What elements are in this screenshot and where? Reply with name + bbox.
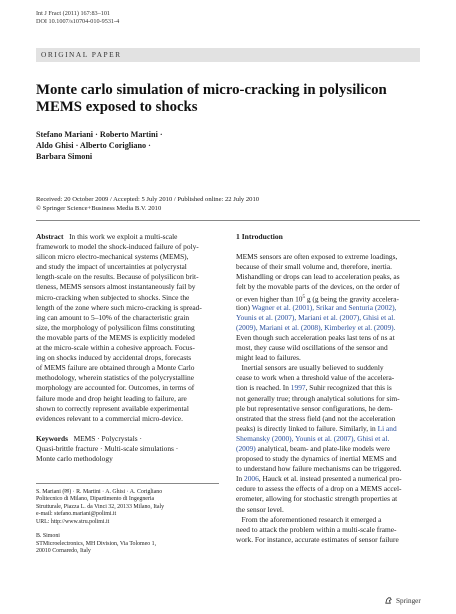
dates-line-1: Received: 20 October 2009 / Accepted: 5 July 2010 / Published online: 22 July 2010 <box>36 196 260 203</box>
abstract-line: of MEMS failure are obtained through a Monte Carlo <box>36 363 195 373</box>
title-line-2: MEMS exposed to shocks <box>36 99 198 115</box>
affiliation-line: B. Simoni <box>36 533 60 540</box>
affiliation-line: Strutturale, Piazza L. da Vinci 32, 20133 Milano, Italy <box>36 503 165 510</box>
keywords-line: Monte carlo methodology <box>36 454 113 464</box>
section-heading-introduction: 1 Introduction <box>236 232 283 241</box>
affiliation-line: 20010 Cornaredo, Italy <box>36 548 91 555</box>
title-line-1: Monte carlo simulation of micro-cracking in polysilicon <box>36 82 387 98</box>
affiliation-line: S. Mariani (✉) · R. Martini · A. Ghisi · A. Corigliano <box>36 489 163 495</box>
keywords <box>36 434 219 464</box>
text-line: work. For instance, accurate estimates of sensor failure <box>236 534 399 544</box>
footnote-divider <box>36 483 219 484</box>
citation-link[interactable]: 2006 <box>244 474 259 484</box>
citation-link[interactable]: Ghisi et al. <box>357 433 390 443</box>
exponent: 5 <box>302 294 305 300</box>
text-line: felt by the movable parts of the devices, on the order of <box>236 282 400 292</box>
intro-paragraph-3 <box>236 515 420 545</box>
affiliation-spacer <box>36 526 219 533</box>
citation-link[interactable]: Wagner et al. (2001), Srikar and Senturia (2002), <box>251 302 397 312</box>
journal-doi: DOI 10.1007/s10704-010-9531-4 <box>36 18 120 25</box>
abstract-line: at the micro-scale within a cohesive approach. Focus- <box>36 343 195 353</box>
citation-link[interactable]: 1997 <box>290 383 306 393</box>
authors-line-1: Stefano Mariani · Roberto Martini · <box>36 130 163 139</box>
text-line: not generally true; through analytical solutions for sim- <box>236 393 400 403</box>
text-line: (2009) analytical, beam- and plate-like models were <box>236 443 391 453</box>
section-label: ORIGINAL PAPER <box>41 50 122 59</box>
publisher-logo <box>384 596 421 605</box>
copyright-line: © Springer Science+Business Media B.V. 2010 <box>36 204 162 212</box>
affiliations <box>36 489 219 556</box>
abstract-line: failure mode and drop height leading to failure, are <box>36 393 187 403</box>
text-line: proposed to study the dynamics of inertial MEMS and <box>236 454 397 464</box>
abstract-line: methodology, wherein statistics of the polycrystalline <box>36 373 194 383</box>
author-list <box>36 129 336 162</box>
abstract-line: ing can amount to 5–10% of the characteristic grain <box>36 312 190 322</box>
text-line: the sensor level. <box>236 504 284 514</box>
text-line: to understand how failure mechanisms can be triggered. <box>236 464 402 474</box>
header-divider <box>36 220 420 221</box>
left-column <box>36 232 219 464</box>
citation-link[interactable]: (2009) <box>236 443 256 453</box>
springer-horse-icon <box>384 596 393 605</box>
journal-info <box>36 10 119 26</box>
citation-link[interactable]: Younis et al. (2007), <box>295 433 358 443</box>
text-line: Even though such acceleration peaks last tens of ns at <box>236 332 395 342</box>
abstract-line: length-scale on the results. Because of polysilicon brit- <box>36 272 199 282</box>
journal-citation: Int J Fract (2011) 167:83–101 <box>36 10 111 17</box>
intro-paragraph-1 <box>236 252 420 363</box>
text-line <box>236 434 420 444</box>
text-line: cedure to assess the effects of a drop on a MEMS accel- <box>236 484 402 494</box>
abstract-line: framework to model the shock-induced failure of poly- <box>36 242 199 252</box>
text-line: because of their small volume and, therefore, inertia. <box>236 262 392 272</box>
citation-link[interactable]: Li and <box>377 423 397 433</box>
affiliation-line: STMicroelectronics, MH Division, Via Tolomeo 1, <box>36 540 157 547</box>
right-column <box>236 232 420 545</box>
abstract-line: silicon micro electro-mechanical systems (MEMS), <box>36 252 189 262</box>
intro-paragraph-2 <box>236 363 420 514</box>
text-line: Inertial sensors are usually believed to suddenly <box>241 363 384 373</box>
abstract-line: the movable parts of the MEMS is explicitly modeled <box>36 332 195 342</box>
paper-title <box>36 82 420 116</box>
keywords-label: Keywords <box>36 433 69 443</box>
authors-line-2: Aldo Ghisi · Alberto Corigliano · <box>36 141 151 150</box>
abstract-line: shown to correctly represent available experimental <box>36 403 189 413</box>
citation-link[interactable]: (2009), Mariani et al. (2008), Kimberley et al. (2009). <box>236 322 396 332</box>
abstract-line: morphology are accounted for. Outcomes, in terms of <box>36 383 195 393</box>
text-line: or even higher than $10^5$ g (g being the gravity accelera- <box>236 294 399 304</box>
text-line: need to attack the problem within a multi-scale frame- <box>236 524 397 534</box>
text-line: ple but representative sensor configurations, he dem- <box>236 403 393 413</box>
text-line: cease to work when a threshold value of the accelera- <box>236 373 395 383</box>
section-label-bar <box>36 48 420 62</box>
text-line: tion is reached. In 1997, Suhir recognized that this is <box>236 383 392 393</box>
abstract-line: and study the impact of uncertainties at polycrystal <box>36 262 187 272</box>
abstract-line: In this work we exploit a multi-scale <box>69 232 178 241</box>
text-line: MEMS sensors are often exposed to extreme loadings, <box>236 252 398 262</box>
abstract-label: Abstract <box>36 232 64 241</box>
url-link[interactable]: URL: http://www.stru.polimi.it <box>36 518 110 525</box>
text-line: tion) Wagner et al. (2001), Srikar and Senturia (2002), <box>236 302 397 312</box>
email-link[interactable]: e-mail: stefano.mariani@polimi.it <box>36 511 117 518</box>
citation-link[interactable]: Shemansky (2000), <box>236 433 296 443</box>
abstract-line: ing on shocks induced by accidental drops, forecasts <box>36 353 192 363</box>
text-line: might lead to failures. <box>236 353 301 363</box>
keywords-line: Quasi-brittle fracture · Multi-scale simulations · <box>36 443 179 453</box>
text-line: most, they cause wild oscillations of the sensor and <box>236 343 388 353</box>
text-line: Mishandling or drops can lead to acceleration peaks, as <box>236 272 400 282</box>
text-line: onstrated that the stress field (and not the acceleration <box>236 413 396 423</box>
abstract-line: evidences relevant to a commercial micro-device. <box>36 413 183 423</box>
publisher-name: Springer <box>396 596 421 605</box>
keywords-line: MEMS · Polycrystals · <box>73 433 142 443</box>
text-line: erometer, allowing for stochastic strength properties at <box>236 494 398 504</box>
abstract-line: length of the zone where such micro-cracking is spread- <box>36 302 202 312</box>
citation-link[interactable]: Younis et al. (2007), Mariani et al. (2007), Ghisi et al. <box>236 312 396 322</box>
text-line: From the aforementioned research it emerged a <box>241 514 382 524</box>
authors-line-3: Barbara Simoni <box>36 152 93 161</box>
abstract-line: micro-cracking when subjected to shocks. Since the <box>36 292 190 302</box>
text-line: peaks) is directly linked to failure. Similarly, in Li and <box>236 423 397 433</box>
text-line: In 2006, Hauck et al. instead presented a numerical pro- <box>236 474 402 484</box>
publication-dates <box>36 196 259 213</box>
abstract-line: tleness, MEMS sensors almost instantaneously fail by <box>36 282 196 292</box>
abstract <box>36 232 219 424</box>
affiliation-line: Politecnico di Milano, Dipartimento di Ingegneria <box>36 496 155 503</box>
abstract-line: size, the morphology of polysilicon films constituting <box>36 322 195 332</box>
